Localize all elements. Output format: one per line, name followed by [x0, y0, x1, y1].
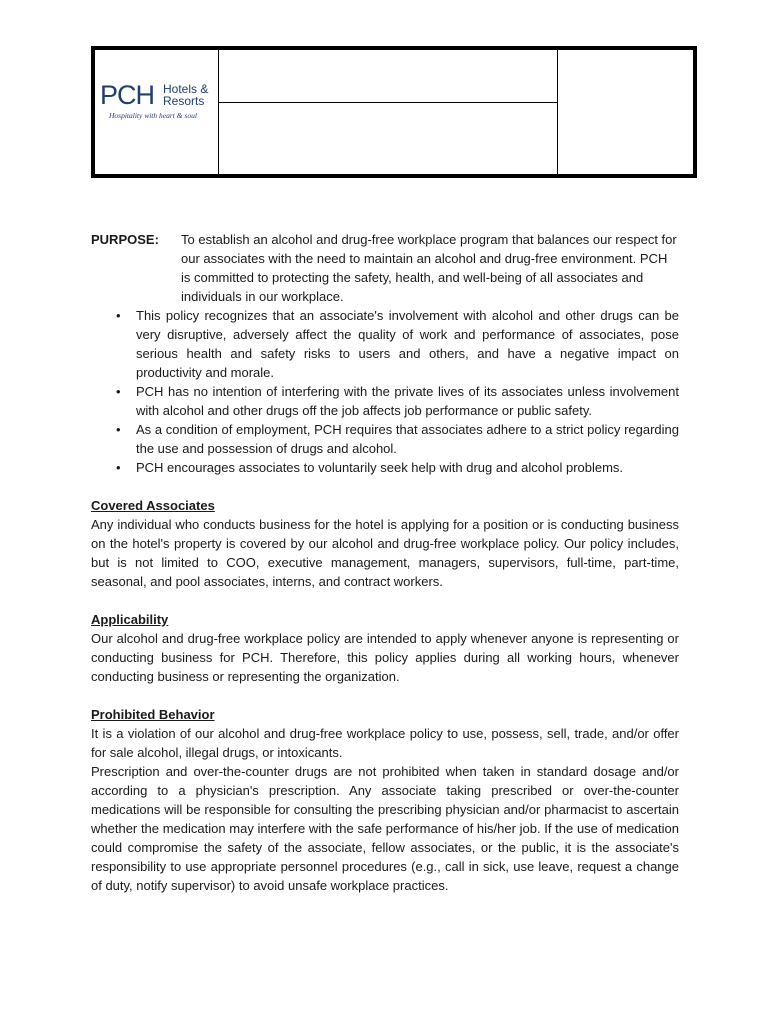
- list-item: • This policy recognizes that an associate's involvement with alcohol and other drugs can be very disruptive, adversely affect the quality of work and performance of associates, pose serious health and safety risks to users and others, and have a negative impact on productivity and morale.: [136, 306, 679, 382]
- purpose-text: To establish an alcohol and drug-free workplace program that balances our respect for our associates with the need to maintain an alcohol and drug-free environment. PCH is committed to protecting the safety, health, and well-being of all associates and individuals in our workplace.: [181, 232, 677, 304]
- logo-name-line2: Resorts: [163, 94, 205, 108]
- purpose-label: PURPOSE:: [91, 232, 159, 247]
- purpose-bullets: [91, 306, 679, 477]
- logo-tagline: Hospitality with heart & soul: [109, 111, 197, 120]
- covered-associates-heading: Covered Associates: [91, 498, 215, 513]
- prohibited-behavior-text-1: It is a violation of our alcohol and drug-free workplace policy to use, possess, sell, trade, and/or offer for sale alcohol, illegal drugs, or intoxicants.: [91, 726, 679, 760]
- list-item: • As a condition of employment, PCH requires that associates adhere to a strict policy regarding the use and possession of drugs and alcohol.: [136, 420, 679, 458]
- applicability-heading: Applicability: [91, 612, 169, 627]
- applicability-text: Our alcohol and drug-free workplace policy are intended to apply whenever anyone is representing or conducting business for PCH. Therefore, this policy applies during all working hours, whenever conducting business or representing the organization.: [91, 631, 679, 684]
- prohibited-behavior-heading: Prohibited Behavior: [91, 707, 215, 722]
- logo-name: [163, 83, 223, 107]
- purpose-section: [91, 230, 679, 306]
- list-item: • PCH has no intention of interfering with the private lives of its associates unless involvement with alcohol and other drugs off the job affects job performance or public safety.: [136, 382, 679, 420]
- document-header-table: [91, 46, 697, 178]
- title-cell-top: [219, 50, 557, 103]
- logo-mark: PCH: [100, 80, 155, 110]
- prohibited-behavior-section: [91, 705, 679, 895]
- logo-cell: [95, 50, 219, 174]
- title-cell: [219, 50, 558, 174]
- list-item: • PCH encourages associates to voluntarily seek help with drug and alcohol problems.: [136, 458, 679, 477]
- covered-associates-section: [91, 496, 679, 591]
- info-cell: [558, 50, 693, 174]
- applicability-section: [91, 610, 679, 686]
- prohibited-behavior-text-2: Prescription and over-the-counter drugs are not prohibited when taken in standard dosage and/or according to a physician's prescription. Any associate taking prescribed or over-the-counter medications will be responsible for consulting the prescribing physician and/or pharmacist to ascertain whether the medication may interfere with the safe performance of his/her job. If the use of medication could compromise the safety of the associate, fellow associates, or the public, it is the associate's responsibility to use appropriate personnel procedures (e.g., call in sick, use leave, request a change of duty, notify supervisor) to avoid unsafe workplace practices.: [91, 764, 679, 893]
- covered-associates-text: Any individual who conducts business for the hotel is applying for a position or is conducting business on the hotel's property is covered by our alcohol and drug-free workplace policy. Our policy includes, but is not limited to COO, executive management, managers, supervisors, full-time, part-time, seasonal, and pool associates, interns, and contract workers.: [91, 517, 679, 589]
- title-cell-bottom: [219, 103, 557, 174]
- document-body: [91, 230, 679, 895]
- logo-name-line1: Hotels &: [163, 82, 209, 96]
